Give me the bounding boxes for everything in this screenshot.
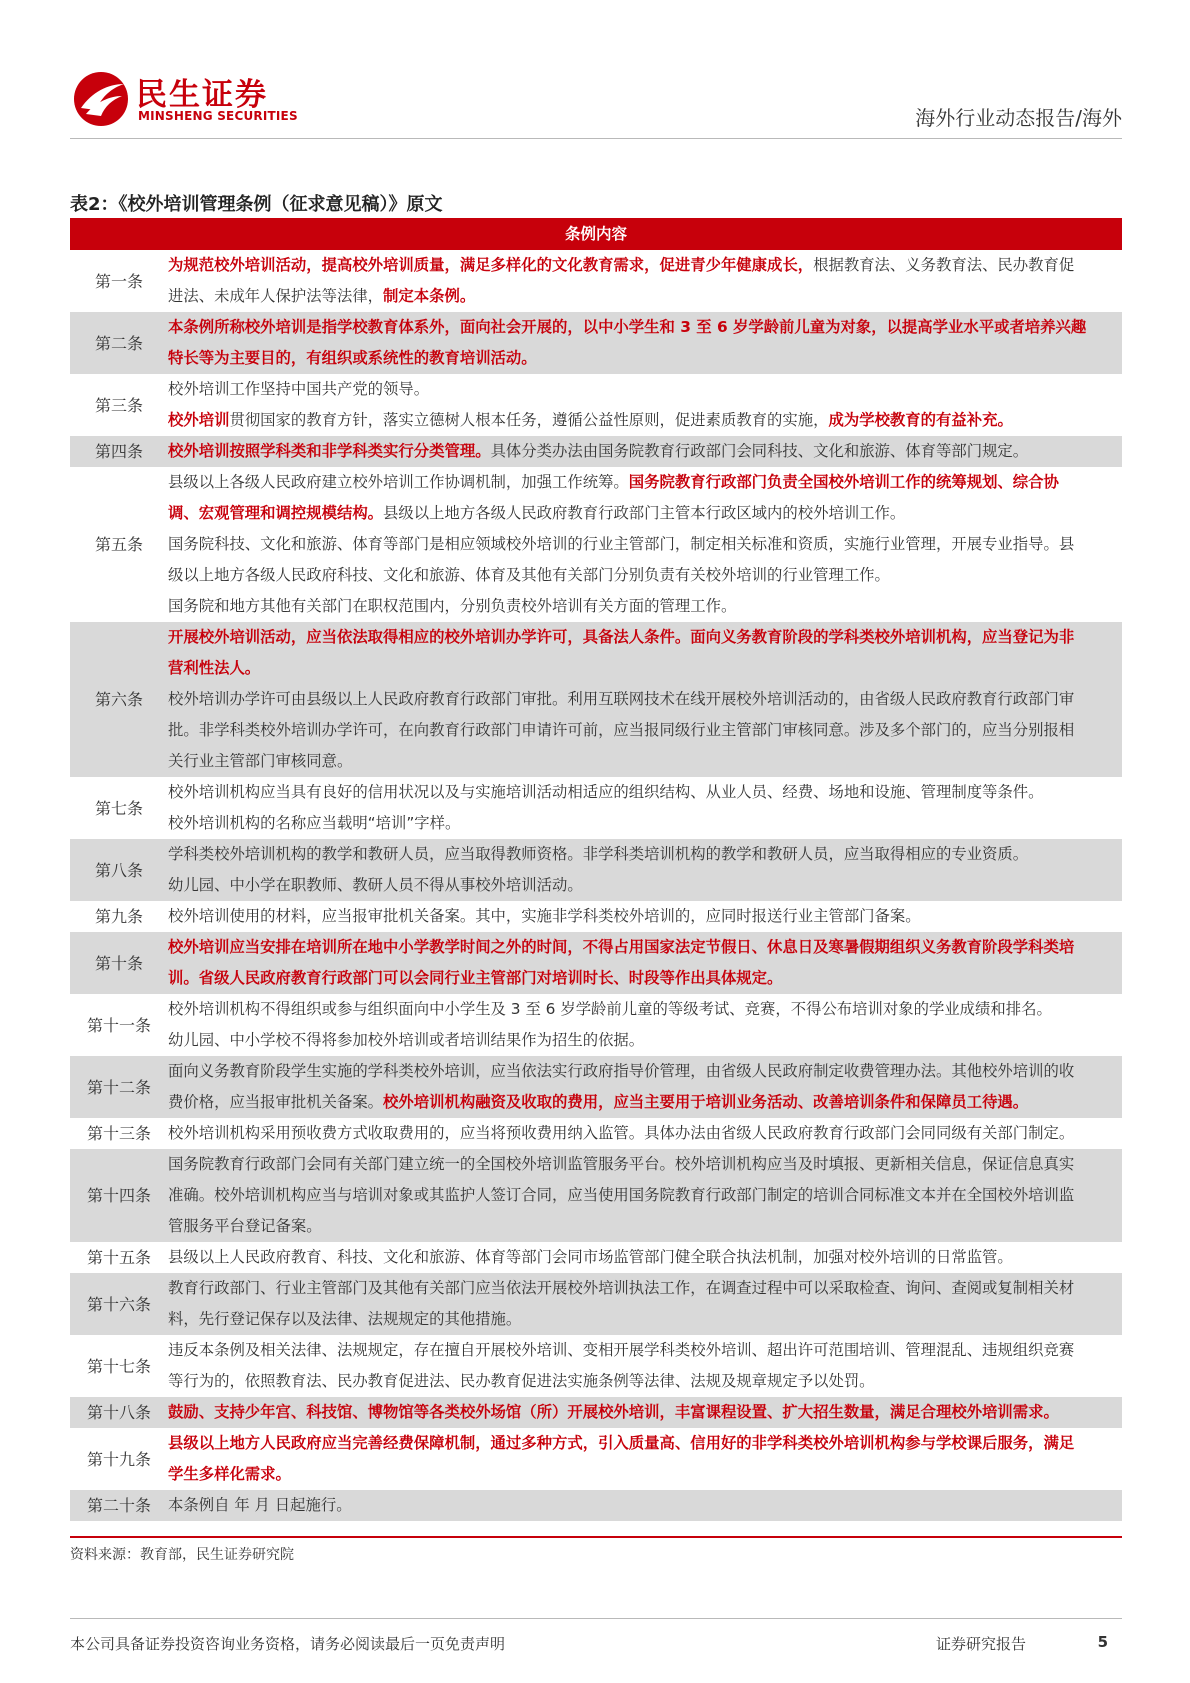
article-number: 第十二条 — [70, 1056, 168, 1118]
article-line — [168, 374, 1122, 405]
body-text: 校外培训使用的材料，应当报审批机关备案。其中，实施非学科类校外培训的，应同时报送行业主管部门备案。 — [168, 907, 921, 925]
article-line — [168, 777, 1122, 808]
body-text: 本条例自 年 月 日起施行。 — [168, 1496, 352, 1514]
highlighted-text: 校外培训应当安排在培训所在地中小学教学时间之外的时间，不得占用国家法定节假日、休息日及寒暑假期组织义务教育阶段学科类培 — [168, 938, 1075, 956]
article-number: 第十五条 — [86, 1248, 151, 1267]
table-bottom-rule — [70, 1536, 1122, 1538]
highlighted-text: 国务院教育行政部门负责全国校外培训工作的统筹规划、综合协 — [628, 473, 1059, 491]
minsheng-logo-icon — [72, 70, 130, 128]
body-text: 幼儿园、中小学在职教师、教研人员不得从事校外培训活动。 — [168, 876, 583, 894]
table-row — [70, 622, 1122, 777]
article-text — [168, 994, 1122, 1056]
article-number: 第十九条 — [86, 1449, 151, 1469]
article-number: 第七条 — [94, 798, 143, 818]
table-header-row — [70, 218, 1122, 250]
column-header: 条例内容 — [70, 218, 1122, 250]
table-row — [70, 901, 1122, 932]
body-text: 国务院科技、文化和旅游、体育等部门是相应领域校外培训的行业主管部门，制定相关标准和资质，实施行业管理，开展专业指导。县 — [168, 535, 1075, 553]
article-number: 第十三条 — [86, 1124, 151, 1143]
article-number: 第二十条 — [70, 1490, 168, 1521]
article-line — [168, 994, 1122, 1025]
body-text: 准确。校外培训机构应当与培训对象或其监护人签订合同，应当使用国务院教育行政部门制定的培训合同标准文本并在全国校外培训监 — [168, 1186, 1075, 1204]
highlighted-text: 校外培训 — [168, 411, 230, 429]
highlighted-text: 调、宏观管理和调控规模结构。 — [168, 504, 384, 522]
article-line — [168, 1025, 1122, 1056]
article-number: 第一条 — [94, 271, 143, 291]
article-number: 第八条 — [70, 839, 168, 901]
article-text — [168, 436, 1122, 467]
body-text: 管服务平台登记备案。 — [168, 1217, 322, 1235]
article-text — [168, 374, 1122, 436]
source-note: 资料来源：教育部，民生证券研究院 — [70, 1547, 294, 1563]
article-line — [168, 1459, 1122, 1490]
article-text — [168, 1056, 1122, 1118]
article-number: 第十七条 — [86, 1356, 151, 1376]
article-number: 第十八条 — [70, 1397, 168, 1428]
body-text: 校外培训机构的名称应当载明“培训”字样。 — [168, 814, 461, 832]
body-text: 校外培训办学许可由县级以上人民政府教育行政部门审批。利用互联网技术在线开展校外培训活动的，由省级人民政府教育行政部门审 — [168, 690, 1075, 708]
article-line — [168, 560, 1122, 591]
article-line — [168, 467, 1122, 498]
body-text: 校外培训工作坚持中国共产党的领导。 — [168, 380, 430, 398]
article-line — [168, 1366, 1122, 1397]
article-line — [168, 1118, 1122, 1149]
body-text: 等行为的，依照教育法、民办教育促进法、民办教育促进法实施条例等法律、法规及规章规定予以处罚。 — [168, 1372, 875, 1390]
article-line — [168, 1056, 1122, 1087]
table-row — [70, 994, 1122, 1056]
article-line — [168, 1335, 1122, 1366]
article-line — [168, 436, 1122, 467]
article-line — [168, 932, 1122, 963]
article-line — [168, 1180, 1122, 1211]
article-text — [168, 1335, 1122, 1397]
article-number: 第十四条 — [70, 1149, 168, 1242]
highlighted-text: 开展校外培训活动，应当依法取得相应的校外培训办学许可，具备法人条件。面向义务教育阶段的学科类校外培训机构，应当登记为非 — [168, 628, 1075, 646]
article-line — [168, 1087, 1122, 1118]
body-text: 校外培训机构采用预收费方式收取费用的，应当将预收费用纳入监管。具体办法由省级人民政府教育行政部门会同同级有关部门制定。 — [168, 1124, 1075, 1142]
article-text — [168, 1242, 1122, 1273]
table-row — [70, 839, 1122, 901]
article-line — [168, 839, 1122, 870]
article-text — [168, 932, 1122, 994]
body-text: 县级以上人民政府教育、科技、文化和旅游、体育等部门会同市场监管部门健全联合执法机制，加强对校外培训的日常监管。 — [168, 1248, 1013, 1266]
table-row — [70, 1273, 1122, 1335]
article-line — [168, 1397, 1122, 1428]
table-row — [70, 374, 1122, 436]
table-row — [70, 436, 1122, 467]
article-text — [168, 901, 1122, 932]
table-row — [70, 312, 1122, 374]
table-row — [70, 777, 1122, 839]
article-line — [168, 1211, 1122, 1242]
table-row — [70, 1428, 1122, 1490]
highlighted-text: 本条例所称校外培训是指学校教育体系外，面向社会开展的，以中小学生和 3 至 6 岁学龄前儿童为对象，以提高学业水平或者培养兴趣 — [168, 318, 1087, 336]
body-text: 面向义务教育阶段学生实施的学科类校外培训，应当依法实行政府指导价管理，由省级人民政府制定收费管理办法。其他校外培训的收 — [168, 1062, 1075, 1080]
highlighted-text: 县级以上地方人民政府应当完善经费保障机制，通过多种方式，引入质量高、信用好的非学科类校外培训机构参与学校课后服务，满足 — [168, 1434, 1075, 1452]
highlighted-text: 鼓励、支持少年宫、科技馆、博物馆等各类校外场馆（所）开展校外培训，丰富课程设置、扩大招生数量，满足合理校外培训需求。 — [168, 1403, 1059, 1421]
footer-disclaimer: 本公司具备证券投资咨询业务资格，请务必阅读最后一页免责声明 — [70, 1635, 506, 1653]
page-number: 5 — [1097, 1633, 1108, 1651]
regulation-table — [70, 218, 1122, 1521]
report-type: 海外行业动态报告/海外 — [915, 106, 1122, 130]
table-body — [70, 250, 1122, 1521]
article-number: 第二条 — [70, 312, 168, 374]
body-text: 国务院教育行政部门会同有关部门建立统一的全国校外培训监管服务平台。校外培训机构应当及时填报、更新相关信息，保证信息真实 — [168, 1155, 1075, 1173]
highlighted-text: 营利性法人。 — [168, 659, 261, 677]
article-line — [168, 343, 1122, 374]
article-line — [168, 622, 1122, 653]
highlighted-text: 成为学校教育的有益补充。 — [828, 411, 1013, 429]
body-text: 违反本条例及相关法律、法规规定，存在擅自开展校外培训、变相开展学科类校外培训、超出许可范围培训、管理混乱、违规组织竞赛 — [168, 1341, 1075, 1359]
article-text — [168, 1118, 1122, 1149]
body-text: 县级以上各级人民政府建立校外培训工作协调机制，加强工作统筹。 — [168, 473, 629, 491]
body-text: 费价格，应当报审批机关备案。 — [168, 1093, 384, 1111]
article-line — [168, 870, 1122, 901]
table-row — [70, 1335, 1122, 1397]
article-line — [168, 1149, 1122, 1180]
article-line — [168, 281, 1122, 312]
highlighted-text: 校外培训按照学科类和非学科类实行分类管理。 — [168, 442, 491, 460]
article-number: 第九条 — [94, 907, 143, 926]
table-row — [70, 1242, 1122, 1273]
body-text: 批。非学科类校外培训办学许可，在向教育行政部门申请许可前，应当报同级行业主管部门审核同意。涉及多个部门的，应当分别报相 — [168, 721, 1075, 739]
table-row — [70, 1397, 1122, 1428]
article-line — [168, 1490, 1122, 1521]
article-number: 第三条 — [94, 395, 143, 415]
article-text — [168, 1428, 1122, 1490]
body-text: 校外培训机构应当具有良好的信用状况以及与实施培训活动相适应的组织结构、从业人员、经费、场地和设施、管理制度等条件。 — [168, 783, 1044, 801]
article-line — [168, 684, 1122, 715]
body-text: 校外培训机构不得组织或参与组织面向中小学生及 3 至 6 岁学龄前儿童的等级考试、竞赛，不得公布培训对象的学业成绩和排名。 — [168, 1000, 1052, 1018]
article-line — [168, 1242, 1122, 1273]
article-text — [168, 839, 1122, 901]
table-row — [70, 467, 1122, 622]
article-line — [168, 715, 1122, 746]
article-number: 第十一条 — [86, 1015, 151, 1035]
highlighted-text: 学生多样化需求。 — [168, 1465, 291, 1483]
article-text — [168, 1149, 1122, 1242]
body-text: 具体分类办法由国务院教育行政部门会同科技、文化和旅游、体育等部门规定。 — [490, 442, 1029, 460]
body-text: 进法、未成年人保护法等法律， — [168, 287, 384, 305]
article-text — [168, 312, 1122, 374]
article-text — [168, 1273, 1122, 1335]
article-line — [168, 529, 1122, 560]
article-line — [168, 250, 1122, 281]
table-row — [70, 1118, 1122, 1149]
article-line — [168, 653, 1122, 684]
article-text — [168, 1490, 1122, 1521]
highlighted-text: 制定本条例。 — [383, 287, 476, 305]
article-number: 第十六条 — [70, 1273, 168, 1335]
logo-text-en: MINSHENG SECURITIES — [138, 109, 298, 123]
article-line — [168, 591, 1122, 622]
table-row — [70, 250, 1122, 312]
article-line — [168, 808, 1122, 839]
highlighted-text: 训。省级人民政府教育行政部门可以会同行业主管部门对培训时长、时段等作出具体规定。 — [168, 969, 783, 987]
table-row — [70, 932, 1122, 994]
body-text: 级以上地方各级人民政府科技、文化和旅游、体育及其他有关部门分别负责有关校外培训的行业管理工作。 — [168, 566, 890, 584]
body-text: 幼儿园、中小学校不得将参加校外培训或者培训结果作为招生的依据。 — [168, 1031, 645, 1049]
article-line — [168, 312, 1122, 343]
body-text: 根据教育法、义务教育法、民办教育促 — [813, 256, 1075, 274]
article-line — [168, 498, 1122, 529]
article-number: 第四条 — [70, 436, 168, 467]
table-row — [70, 1490, 1122, 1521]
page-footer — [70, 1618, 1122, 1653]
body-text: 国务院和地方其他有关部门在职权范围内，分别负责校外培训有关方面的管理工作。 — [168, 597, 737, 615]
article-line — [168, 1428, 1122, 1459]
footer-report-label: 证券研究报告 — [935, 1635, 1026, 1653]
body-text: 料，先行登记保存以及法律、法规规定的其他措施。 — [168, 1310, 522, 1328]
article-number: 第六条 — [70, 622, 168, 777]
logo-text-cn: 民生证券 — [136, 77, 268, 113]
table-title: 表2：《校外培训管理条例（征求意见稿）》原文 — [70, 194, 443, 215]
article-line — [168, 405, 1122, 436]
body-text: 贯彻国家的教育方针，落实立德树人根本任务，遵循公益性原则，促进素质教育的实施， — [229, 411, 829, 429]
article-text — [168, 467, 1122, 622]
body-text: 教育行政部门、行业主管部门及其他有关部门应当依法开展校外培训执法工作，在调查过程中可以采取检查、询问、查阅或复制相关材 — [168, 1279, 1075, 1297]
article-text — [168, 250, 1122, 312]
body-text: 县级以上地方各级人民政府教育行政部门主管本行政区域内的校外培训工作。 — [383, 504, 906, 522]
article-line — [168, 1273, 1122, 1304]
table-row — [70, 1056, 1122, 1118]
highlighted-text: 校外培训机构融资及收取的费用，应当主要用于培训业务活动、改善培训条件和保障员工待遇。 — [383, 1093, 1029, 1111]
article-text — [168, 622, 1122, 777]
highlighted-text: 为规范校外培训活动，提高校外培训质量，满足多样化的文化教育需求，促进青少年健康成长， — [168, 256, 814, 274]
article-line — [168, 746, 1122, 777]
article-number: 第五条 — [94, 535, 143, 554]
highlighted-text: 特长等为主要目的，有组织或系统性的教育培训活动。 — [168, 349, 537, 367]
article-text — [168, 777, 1122, 839]
article-line — [168, 963, 1122, 994]
body-text: 学科类校外培训机构的教学和教研人员，应当取得教师资格。非学科类培训机构的教学和教研人员，应当取得相应的专业资质。 — [168, 845, 1029, 863]
article-line — [168, 1304, 1122, 1335]
body-text: 关行业主管部门审核同意。 — [168, 752, 353, 770]
article-text — [168, 1397, 1122, 1428]
article-line — [168, 901, 1122, 932]
table-row — [70, 1149, 1122, 1242]
article-number: 第十条 — [70, 932, 168, 994]
page-header — [70, 66, 1122, 139]
